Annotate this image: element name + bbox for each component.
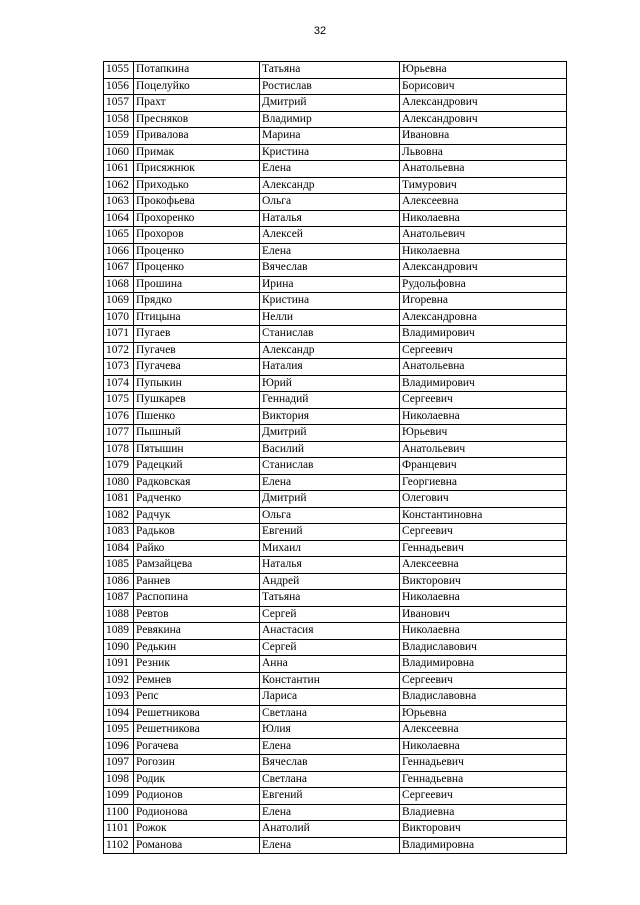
row-number-cell: 1077 xyxy=(104,425,134,442)
row-number-cell: 1098 xyxy=(104,771,134,788)
row-number-cell: 1084 xyxy=(104,540,134,557)
table-row xyxy=(104,672,567,689)
patronymic-cell: Сергеевич xyxy=(400,524,567,541)
patronymic-cell: Александрович xyxy=(400,260,567,277)
last-name-cell: Поцелуйко xyxy=(134,78,260,95)
table-row xyxy=(104,95,567,112)
last-name-cell: Проценко xyxy=(134,260,260,277)
patronymic-cell: Александрович xyxy=(400,111,567,128)
first-name-cell: Елена xyxy=(260,161,400,178)
table-row xyxy=(104,738,567,755)
first-name-cell: Алексей xyxy=(260,227,400,244)
row-number-cell: 1060 xyxy=(104,144,134,161)
last-name-cell: Радковская xyxy=(134,474,260,491)
table-row xyxy=(104,144,567,161)
row-number-cell: 1061 xyxy=(104,161,134,178)
last-name-cell: Ревтов xyxy=(134,606,260,623)
last-name-cell: Рамзайцева xyxy=(134,557,260,574)
table-row xyxy=(104,639,567,656)
patronymic-cell: Георгиевна xyxy=(400,474,567,491)
row-number-cell: 1099 xyxy=(104,788,134,805)
table-row xyxy=(104,276,567,293)
table-row xyxy=(104,788,567,805)
row-number-cell: 1070 xyxy=(104,309,134,326)
row-number-cell: 1059 xyxy=(104,128,134,145)
last-name-cell: Пшенко xyxy=(134,408,260,425)
patronymic-cell: Анатольевич xyxy=(400,441,567,458)
table-row xyxy=(104,821,567,838)
table-row xyxy=(104,177,567,194)
patronymic-cell: Геннадьевич xyxy=(400,540,567,557)
patronymic-cell: Владиевна xyxy=(400,804,567,821)
patronymic-cell: Алексеевна xyxy=(400,557,567,574)
patronymic-cell: Тимурович xyxy=(400,177,567,194)
row-number-cell: 1057 xyxy=(104,95,134,112)
last-name-cell: Пышный xyxy=(134,425,260,442)
table-row xyxy=(104,689,567,706)
patronymic-cell: Геннадьевна xyxy=(400,771,567,788)
table-row xyxy=(104,474,567,491)
table-row xyxy=(104,359,567,376)
table-row xyxy=(104,557,567,574)
table-row xyxy=(104,590,567,607)
row-number-cell: 1072 xyxy=(104,342,134,359)
table-row xyxy=(104,260,567,277)
last-name-cell: Родик xyxy=(134,771,260,788)
patronymic-cell: Владиславович xyxy=(400,639,567,656)
row-number-cell: 1075 xyxy=(104,392,134,409)
row-number-cell: 1076 xyxy=(104,408,134,425)
last-name-cell: Примак xyxy=(134,144,260,161)
row-number-cell: 1093 xyxy=(104,689,134,706)
table-row xyxy=(104,227,567,244)
last-name-cell: Решетникова xyxy=(134,722,260,739)
first-name-cell: Анастасия xyxy=(260,623,400,640)
first-name-cell: Светлана xyxy=(260,705,400,722)
first-name-cell: Вячеслав xyxy=(260,260,400,277)
first-name-cell: Наталия xyxy=(260,359,400,376)
patronymic-cell: Николаевна xyxy=(400,590,567,607)
first-name-cell: Андрей xyxy=(260,573,400,590)
patronymic-cell: Геннадьевич xyxy=(400,755,567,772)
first-name-cell: Елена xyxy=(260,738,400,755)
patronymic-cell: Александровна xyxy=(400,309,567,326)
first-name-cell: Михаил xyxy=(260,540,400,557)
first-name-cell: Ольга xyxy=(260,194,400,211)
first-name-cell: Татьяна xyxy=(260,62,400,79)
row-number-cell: 1089 xyxy=(104,623,134,640)
patronymic-cell: Иванович xyxy=(400,606,567,623)
row-number-cell: 1090 xyxy=(104,639,134,656)
first-name-cell: Виктория xyxy=(260,408,400,425)
last-name-cell: Радченко xyxy=(134,491,260,508)
row-number-cell: 1062 xyxy=(104,177,134,194)
row-number-cell: 1097 xyxy=(104,755,134,772)
table-row xyxy=(104,804,567,821)
table-row xyxy=(104,771,567,788)
first-name-cell: Наталья xyxy=(260,210,400,227)
last-name-cell: Романова xyxy=(134,837,260,854)
patronymic-cell: Владимировна xyxy=(400,656,567,673)
table-row xyxy=(104,293,567,310)
last-name-cell: Прохоренко xyxy=(134,210,260,227)
table-row xyxy=(104,194,567,211)
first-name-cell: Владимир xyxy=(260,111,400,128)
patronymic-cell: Николаевна xyxy=(400,408,567,425)
last-name-cell: Рогачева xyxy=(134,738,260,755)
table-row xyxy=(104,210,567,227)
table-row xyxy=(104,491,567,508)
table-row xyxy=(104,606,567,623)
table-row xyxy=(104,623,567,640)
patronymic-cell: Сергеевич xyxy=(400,342,567,359)
last-name-cell: Прокофьева xyxy=(134,194,260,211)
patronymic-cell: Анатольевна xyxy=(400,161,567,178)
first-name-cell: Станислав xyxy=(260,458,400,475)
table-row xyxy=(104,425,567,442)
patronymic-cell: Владимирович xyxy=(400,326,567,343)
patronymic-cell: Анатольевна xyxy=(400,359,567,376)
patronymic-cell: Николаевна xyxy=(400,738,567,755)
first-name-cell: Марина xyxy=(260,128,400,145)
last-name-cell: Пугаев xyxy=(134,326,260,343)
first-name-cell: Дмитрий xyxy=(260,95,400,112)
row-number-cell: 1073 xyxy=(104,359,134,376)
row-number-cell: 1068 xyxy=(104,276,134,293)
table-row xyxy=(104,524,567,541)
row-number-cell: 1083 xyxy=(104,524,134,541)
row-number-cell: 1086 xyxy=(104,573,134,590)
last-name-cell: Пугачев xyxy=(134,342,260,359)
row-number-cell: 1088 xyxy=(104,606,134,623)
first-name-cell: Александр xyxy=(260,342,400,359)
row-number-cell: 1082 xyxy=(104,507,134,524)
patronymic-cell: Николаевна xyxy=(400,623,567,640)
patronymic-cell: Анатольевич xyxy=(400,227,567,244)
names-table xyxy=(103,61,567,854)
table-row xyxy=(104,540,567,557)
row-number-cell: 1095 xyxy=(104,722,134,739)
first-name-cell: Сергей xyxy=(260,639,400,656)
row-number-cell: 1102 xyxy=(104,837,134,854)
row-number-cell: 1079 xyxy=(104,458,134,475)
first-name-cell: Станислав xyxy=(260,326,400,343)
row-number-cell: 1074 xyxy=(104,375,134,392)
patronymic-cell: Владимировна xyxy=(400,837,567,854)
row-number-cell: 1081 xyxy=(104,491,134,508)
first-name-cell: Светлана xyxy=(260,771,400,788)
patronymic-cell: Рудольфовна xyxy=(400,276,567,293)
row-number-cell: 1071 xyxy=(104,326,134,343)
table-row xyxy=(104,573,567,590)
last-name-cell: Проценко xyxy=(134,243,260,260)
last-name-cell: Пушкарев xyxy=(134,392,260,409)
patronymic-cell: Игоревна xyxy=(400,293,567,310)
row-number-cell: 1058 xyxy=(104,111,134,128)
last-name-cell: Птицына xyxy=(134,309,260,326)
first-name-cell: Елена xyxy=(260,243,400,260)
patronymic-cell: Францевич xyxy=(400,458,567,475)
first-name-cell: Елена xyxy=(260,474,400,491)
first-name-cell: Ирина xyxy=(260,276,400,293)
table-row xyxy=(104,161,567,178)
patronymic-cell: Львовна xyxy=(400,144,567,161)
row-number-cell: 1080 xyxy=(104,474,134,491)
row-number-cell: 1078 xyxy=(104,441,134,458)
table-row xyxy=(104,755,567,772)
last-name-cell: Пятышин xyxy=(134,441,260,458)
last-name-cell: Радьков xyxy=(134,524,260,541)
table-row xyxy=(104,111,567,128)
patronymic-cell: Алексеевна xyxy=(400,194,567,211)
row-number-cell: 1091 xyxy=(104,656,134,673)
last-name-cell: Решетникова xyxy=(134,705,260,722)
table-row xyxy=(104,722,567,739)
row-number-cell: 1055 xyxy=(104,62,134,79)
last-name-cell: Пугачева xyxy=(134,359,260,376)
last-name-cell: Резник xyxy=(134,656,260,673)
first-name-cell: Юрий xyxy=(260,375,400,392)
first-name-cell: Анна xyxy=(260,656,400,673)
last-name-cell: Прахт xyxy=(134,95,260,112)
first-name-cell: Елена xyxy=(260,804,400,821)
table-row xyxy=(104,441,567,458)
table-row xyxy=(104,128,567,145)
last-name-cell: Привалова xyxy=(134,128,260,145)
last-name-cell: Радецкий xyxy=(134,458,260,475)
table-row xyxy=(104,507,567,524)
last-name-cell: Родионов xyxy=(134,788,260,805)
patronymic-cell: Юрьевич xyxy=(400,425,567,442)
table-row xyxy=(104,342,567,359)
first-name-cell: Кристина xyxy=(260,293,400,310)
first-name-cell: Татьяна xyxy=(260,590,400,607)
last-name-cell: Присяжнюк xyxy=(134,161,260,178)
first-name-cell: Сергей xyxy=(260,606,400,623)
patronymic-cell: Сергеевич xyxy=(400,392,567,409)
row-number-cell: 1065 xyxy=(104,227,134,244)
row-number-cell: 1063 xyxy=(104,194,134,211)
first-name-cell: Вячеслав xyxy=(260,755,400,772)
patronymic-cell: Олегович xyxy=(400,491,567,508)
last-name-cell: Приходько xyxy=(134,177,260,194)
patronymic-cell: Алексеевна xyxy=(400,722,567,739)
row-number-cell: 1085 xyxy=(104,557,134,574)
row-number-cell: 1064 xyxy=(104,210,134,227)
last-name-cell: Редькин xyxy=(134,639,260,656)
first-name-cell: Евгений xyxy=(260,524,400,541)
last-name-cell: Прохоров xyxy=(134,227,260,244)
last-name-cell: Радчук xyxy=(134,507,260,524)
patronymic-cell: Александрович xyxy=(400,95,567,112)
patronymic-cell: Юрьевна xyxy=(400,705,567,722)
row-number-cell: 1087 xyxy=(104,590,134,607)
row-number-cell: 1100 xyxy=(104,804,134,821)
first-name-cell: Александр xyxy=(260,177,400,194)
names-table-body xyxy=(104,62,567,854)
row-number-cell: 1066 xyxy=(104,243,134,260)
row-number-cell: 1101 xyxy=(104,821,134,838)
table-row xyxy=(104,375,567,392)
table-row xyxy=(104,837,567,854)
first-name-cell: Константин xyxy=(260,672,400,689)
first-name-cell: Евгений xyxy=(260,788,400,805)
last-name-cell: Пресняков xyxy=(134,111,260,128)
table-row xyxy=(104,243,567,260)
patronymic-cell: Владимирович xyxy=(400,375,567,392)
row-number-cell: 1069 xyxy=(104,293,134,310)
last-name-cell: Ревякина xyxy=(134,623,260,640)
page-number: 32 xyxy=(313,25,327,37)
first-name-cell: Юлия xyxy=(260,722,400,739)
last-name-cell: Ремнев xyxy=(134,672,260,689)
table-row xyxy=(104,62,567,79)
last-name-cell: Рожок xyxy=(134,821,260,838)
table-row xyxy=(104,309,567,326)
last-name-cell: Потапкина xyxy=(134,62,260,79)
first-name-cell: Нелли xyxy=(260,309,400,326)
row-number-cell: 1094 xyxy=(104,705,134,722)
patronymic-cell: Юрьевна xyxy=(400,62,567,79)
table-row xyxy=(104,78,567,95)
patronymic-cell: Викторович xyxy=(400,821,567,838)
table-row xyxy=(104,408,567,425)
first-name-cell: Наталья xyxy=(260,557,400,574)
last-name-cell: Распопина xyxy=(134,590,260,607)
patronymic-cell: Константиновна xyxy=(400,507,567,524)
patronymic-cell: Николаевна xyxy=(400,210,567,227)
last-name-cell: Рогозин xyxy=(134,755,260,772)
last-name-cell: Прядко xyxy=(134,293,260,310)
last-name-cell: Раннев xyxy=(134,573,260,590)
table-row xyxy=(104,656,567,673)
first-name-cell: Анатолий xyxy=(260,821,400,838)
table-row xyxy=(104,458,567,475)
patronymic-cell: Сергеевич xyxy=(400,788,567,805)
patronymic-cell: Владиславовна xyxy=(400,689,567,706)
patronymic-cell: Сергеевич xyxy=(400,672,567,689)
last-name-cell: Прошина xyxy=(134,276,260,293)
row-number-cell: 1092 xyxy=(104,672,134,689)
first-name-cell: Кристина xyxy=(260,144,400,161)
first-name-cell: Дмитрий xyxy=(260,491,400,508)
first-name-cell: Ростислав xyxy=(260,78,400,95)
first-name-cell: Дмитрий xyxy=(260,425,400,442)
last-name-cell: Пупыкин xyxy=(134,375,260,392)
row-number-cell: 1096 xyxy=(104,738,134,755)
last-name-cell: Репс xyxy=(134,689,260,706)
first-name-cell: Ольга xyxy=(260,507,400,524)
patronymic-cell: Викторович xyxy=(400,573,567,590)
last-name-cell: Райко xyxy=(134,540,260,557)
first-name-cell: Геннадий xyxy=(260,392,400,409)
table-row xyxy=(104,705,567,722)
first-name-cell: Лариса xyxy=(260,689,400,706)
table-row xyxy=(104,392,567,409)
row-number-cell: 1067 xyxy=(104,260,134,277)
patronymic-cell: Николаевна xyxy=(400,243,567,260)
last-name-cell: Родионова xyxy=(134,804,260,821)
patronymic-cell: Ивановна xyxy=(400,128,567,145)
table-row xyxy=(104,326,567,343)
patronymic-cell: Борисович xyxy=(400,78,567,95)
first-name-cell: Елена xyxy=(260,837,400,854)
row-number-cell: 1056 xyxy=(104,78,134,95)
first-name-cell: Василий xyxy=(260,441,400,458)
